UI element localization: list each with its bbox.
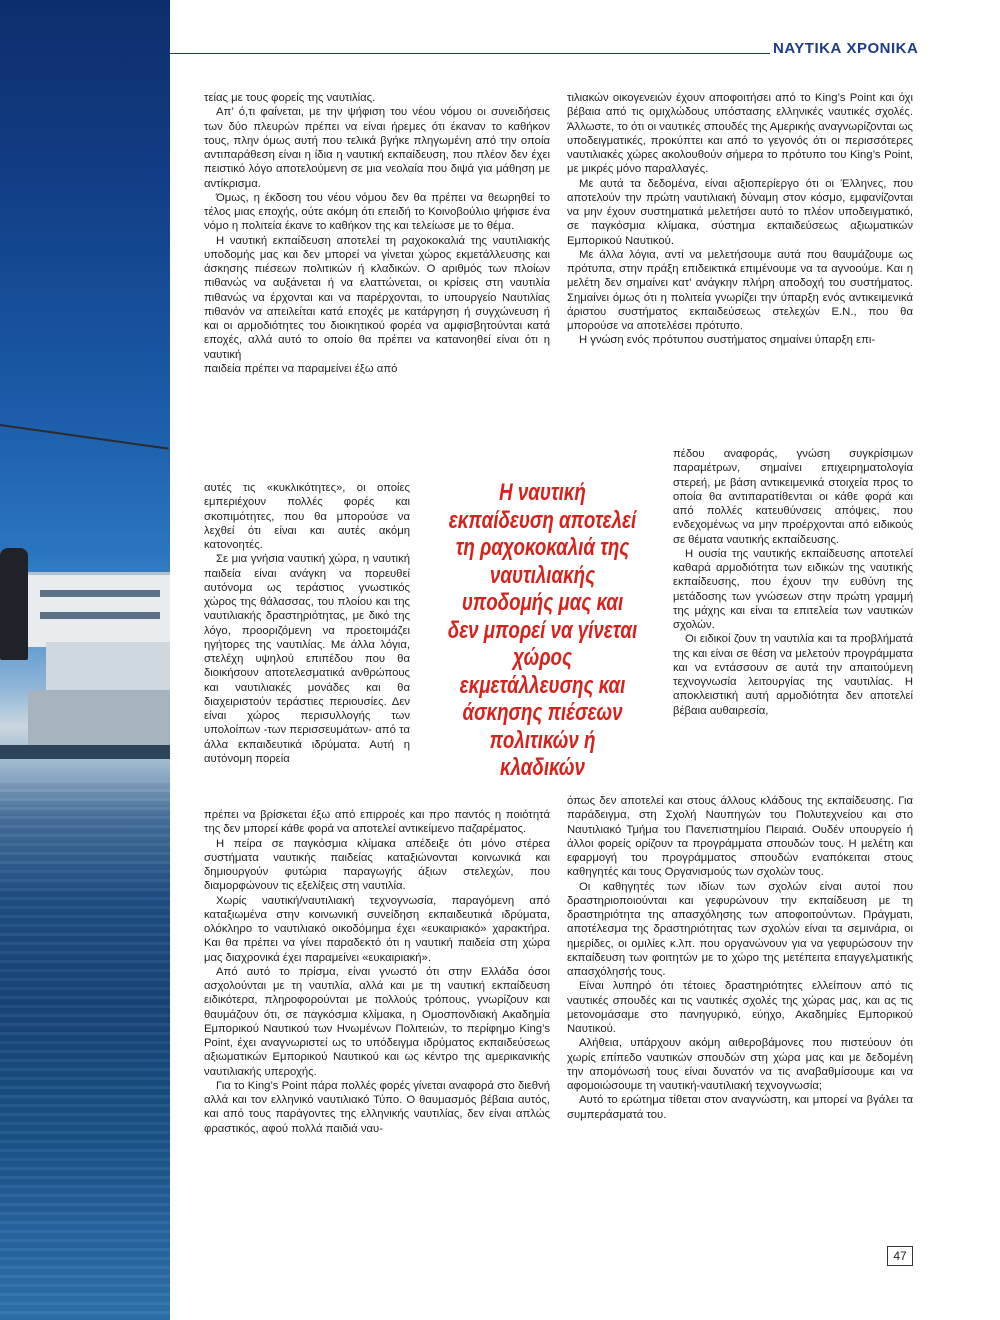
left-column-lower: [204, 808, 550, 1136]
paragraph: Με άλλα λόγια, αντί να μελετήσουμε αυτά που θαυμάζουμε ως πρότυπα, στην πράξη επιδεικτικά επιμένουμε να τα αγνοούμε. Και η μελέτη δεν σημαίνει κατ’ ανάγκην πλήρη αποδοχή του συστήματος. Σημαίνει όμως ότι η πολιτεία γνωρίζει την ύπαρξη ενός αντικειμενικά άριστου συστήματος εκπαιδεύσεως στελεχών Ε.Ν., που θα μπορούσε να αποτελέσει πρότυπο.: [567, 248, 913, 332]
paragraph: Για το King’s Point πάρα πολλές φορές γίνεται αναφορά στο διεθνή αλλά και τον ελληνικό ναυτιλιακό Τύπο. Ο θαυμασμός βέβαια αυτός, και από τους παράγοντες της ελληνικής ναυτιλίας, δεν είναι απλώς φραστικός, αφού πολλά παιδιά ναυ-: [204, 1079, 550, 1135]
paragraph: Η πείρα σε παγκόσμια κλίμακα απέδειξε ότι μόνο στέρεα συστήματα ναυτικής παιδείας καταξιώνονται κοινωνικά και δημιουργούν φυτώρια παραγωγής άξιων στελεχών, που διαμορφώνουν τις εξελίξεις στη ναυτιλία.: [204, 837, 550, 893]
photo-dock: [28, 690, 170, 748]
paragraph: Απ’ ό,τι φαίνεται, με την ψήφιση του νέου νόμου οι συνειδήσεις των δύο πλευρών πρέπει να είναι ήρεμες ότι έκαναν το καθήκον τους, πλην όμως αυτή που τελικά βγήκε πληγωμένη από την οποία αντιπαράθεση είναι η ίδια η ναυτική εκπαίδευση, που πλέον δεν έχει πειστικό λόγο αποτελούμενη σε μια νεολαία που διψά για μάθηση με αντίκρισμα.: [204, 106, 550, 190]
paragraph: τείας με τους φορείς της ναυτιλίας.: [204, 92, 376, 104]
paragraph: Είναι λυπηρό ότι τέτοιες δραστηριότητες ελλείπουν από τις ναυτικές σπουδές και τις ναυτικές σχολές της χώρας μας, και ας τις μετονομάσαμε στο πανηγυρικό, εύηχο, Ακαδημίες Εμπορικού Ναυτικού.: [567, 980, 913, 1035]
paragraph: Η ουσία της ναυτικής εκπαίδευσης αποτελεί καθαρά αρμοδιότητα των ειδικών της ναυτικής εκπαίδευσης, που έχουν την ευθύνη της μετάδοσης των γνώσεων στην πρώτη γραμμή της μάχης και είναι τα επιτελεία των ναυτικών σχολών.: [673, 547, 913, 631]
left-wrap-column: [204, 481, 410, 766]
right-wrap-column: [673, 447, 913, 718]
photo-window-band: [40, 590, 160, 597]
paragraph: Η γνώση ενός πρότυπου συστήματος σημαίνει ύπαρξη επι-: [579, 334, 876, 347]
paragraph: Χωρίς ναυτική/ναυτιλιακή τεχνογνωσία, παραγόμενη από καταξιωμένα στην κοινωνική συνείδηση εκπαιδευτικά ιδρύματα, ολόκληρο το ναυτιλιακό οικοδόμημα έχει «ευκαιριακό» χαρακτήρα. Και θα πρέπει να γίνει παραδεκτό ότι η ναυτική παιδεία στη χώρα μας διαχρονικά έχει παραμείνει «ευκαιριακή».: [204, 894, 550, 964]
paragraph: Οι ειδικοί ζουν τη ναυτιλία και τα προβλήματά της και είναι σε θέση να μελετούν προγράμματα και να εντάσσουν σε αυτά την απαιτούμενη τεχνογνωσία λειτουργίας της ναυτιλίας. Η αποκλειστική αυτή αρμοδιότητα δεν αποτελεί βέβαια αυθαιρεσία,: [673, 633, 913, 717]
photo-shoreline: [0, 745, 170, 759]
header-rule: [170, 53, 770, 54]
paragraph-line: παιδεία πρέπει να παραμείνει έξω από: [204, 362, 398, 375]
page-number: 47: [887, 1246, 913, 1266]
left-column: [204, 91, 550, 376]
paragraph: Αλήθεια, υπάρχουν ακόμη αιθεροβάμονες που πιστεύουν ότι χωρίς επίπεδο ναυτικών σπουδών στη χώρα μας και με δεδομένη την απομόνωσή τους είναι δυνατόν να τις αναβαθμίσουμε και να αφομοιώσουμε τη ναυτική-ναυτιλιακή τεχνογνωσία;: [567, 1037, 913, 1092]
paragraph: Με αυτά τα δεδομένα, είναι αξιοπερίεργο ότι οι Έλληνες, που αποτελούν την πρώτη ναυτιλιακή δύναμη στον κόσμο, εμφανίζονται να μην έχουν συστηματικά μελετήσει αυτό το πλέον υποδειγματικό, σε παγκόσμια κλίμακα, σύστημα εκπαιδεύσεως αξιωματικών Εμπορικού Ναυτικού.: [567, 177, 913, 247]
paragraph: Όμως, η έκδοση του νέου νόμου δεν θα πρέπει να θεωρηθεί το τέλος μιας εποχής, ούτε ακόμη ότι επειδή το Κοινοβούλιο ψήφισε ένα νόμο η πολιτεία έκανε το καθήκον της και τελείωσε με το θέμα.: [204, 191, 550, 233]
photo-rope: [0, 424, 168, 450]
right-column-lower: [567, 794, 913, 1122]
photo-building: [26, 572, 170, 647]
masthead: ΝΑΥΤΙΚΑ ΧΡΟΝΙΚΑ: [773, 40, 919, 57]
photo-window-band: [40, 612, 160, 619]
harbor-photo: [0, 0, 170, 1320]
photo-building-lower: [46, 642, 170, 690]
paragraph: Σε μια γνήσια ναυτική χώρα, η ναυτική παιδεία είναι ανάγκη να πορευθεί αυτόνομα ως τεράστιος γνωστικός χώρος της θάλασσας, του πλοίου και της ναυτιλιακής δραστηριότητας, με δικό της λόγο, προοριζόμενη να προετοιμάζει ηγήτορες της ναυτιλίας. Με άλλα λόγια, στελέχη υψηλού επιπέδου που θα διοικήσουν αποτελεσματικά ανθρώπους και ναυτιλιακές μονάδες και θα διαχειριστούν τεράστιες περιουσίες. Δεν είναι χώρος περισυλλογής των υπολοίπων -των περισσευμάτων- από τα άλλα εκπαιδευτικά ιδρύματα. Αυτή η αυτόνομη πορεία: [204, 553, 410, 765]
right-column: [567, 91, 913, 348]
paragraph: πέδου αναφοράς, γνώση συγκρίσιμων παραμέτρων, σημαίνει επιχειρηματολογία στερεή, με βάση αντικειμενικά στοιχεία προς το οποία θα αντιπαρατίθενται οι κάθε φορά και από πολλές κατευθύνσεις απόψεις, που ενδεχομένως να μην προέρχονται από ειδικούς σε θέματα ναυτικής εκπαίδευσης.: [673, 448, 913, 546]
paragraph: Από αυτό το πρίσμα, είναι γνωστό ότι στην Ελλάδα όσοι ασχολούνται με τη ναυτιλία, αλλά και με τη ναυτική εκπαίδευση ειδικότερα, πληροφορούνται με πολλούς τρόπους, γνωρίζουν και θαυμάζουν ότι, σε παγκόσμια κλίμακα, η Ομοσπονδιακή Ακαδημία Εμπορικού Ναυτικού των Ηνωμένων Πολιτειών, το περίφημο King’s Point, έχει αναγνωριστεί ως το υπόδειγμα ιδρύματος εκπαιδεύσεως αξιωματικών Εμπορικού Ναυτικού και ως κέντρο της αμερικανικής ναυτιλιακής υπεροχής.: [204, 965, 550, 1078]
paragraph: Η ναυτική εκπαίδευση αποτελεί τη ραχοκοκαλιά της ναυτιλιακής υποδομής μας και δεν μπορεί να γίνεται χώρος εκμετάλλευσης και άσκησης πιέσεων πολιτικών ή κλαδικών. Ο αριθμός των πλοίων πιθανώς να αυξάνεται ή να ελαττώνεται, οι κρίσεις στη ναυτιλία πιθανώς να έρχονται και να παρέρχονται, το υπουργείο Ναυτιλίας πιθανόν να απειλείται κατά εποχές με κατάργηση ή συγχώνευση ή και οι αρμοδιότητες του διοικητικού φορέα να αμφισβητούνται κατά εποχές, αλλά αυτό το οποίο θα πρέπει να κατανοηθεί είναι ότι η ναυτική: [204, 234, 550, 361]
paragraph: Αυτό το ερώτημα τίθεται στον αναγνώστη, και μπορεί να βγάλει τα συμπεράσματά του.: [567, 1094, 913, 1121]
paragraph: πρέπει να βρίσκεται έξω από επιρροές και προ παντός η ποιότητά της δεν μπορεί κάθε φορά να αποτελεί αντικείμενο παζαρέματος.: [204, 809, 550, 836]
photo-person: [0, 548, 28, 660]
paragraph: Οι καθηγητές των ιδίων των σχολών είναι αυτοί που δραστηριοποιούνται και γεφυρώνουν την εκπαίδευση με τη δραστηριότητα της απασχόλησης των αποφοιτούντων. Πράγματι, αποτέλεσμα της δραστηριότητας των σχολών είναι τα σεμινάρια, οι ημερίδες, οι ομιλίες κ.λπ. που οργανώνουν για να γεφυρώσουν την εκπαίδευση των φοιτητών με το χώρο της μετέπειτα επαγγελματικής απασχόλησής τους.: [567, 880, 913, 978]
paragraph: όπως δεν αποτελεί και στους άλλους κλάδους της εκπαίδευσης. Για παράδειγμα, στη Σχολή Ναυπηγών του Πολυτεχνείου και στο Ναυτιλιακό Τμήμα του Πανεπιστημίου Πειραιά. Ουδέν υπουργείο ή άλλοι φορείς ορίζουν τα προγράμματα σπουδών τους. Η μελέτη και εφαρμογή του προγράμματος σπουδών εναπόκειται στους καθηγητές και τους Οργανισμούς των σχολών τους.: [567, 795, 913, 879]
paragraph: αυτές τις «κυκλικότητες», οι οποίες εμπεριέχουν πολλές φορές και σκοπιμότητες, που θα μπορούσε να λεχθεί ότι είναι και αυτές ακόμη κατονοητές.: [204, 482, 410, 551]
paragraph: τιλιακών οικογενειών έχουν αποφοιτήσει από το King’s Point και όχι βέβαια από τις ομιχλώδους υπόστασης ελληνικές ναυτικές σχολές. Άλλωστε, το ότι οι ναυτικές σπουδές της Αμερικής αναγνωρίζονται ως υποδειγματικές, προκύπτει και από το γεγονός ότι οι περισσότερες ναυτιλιακές χώρες ακολουθούν σήμερα το πρότυπο του King’s Point, με μικρές μόνο παραλλαγές.: [567, 92, 913, 176]
pull-quote: Η ναυτική εκπαίδευση αποτελεί τη ραχοκοκαλιά της ναυτιλιακής υποδομής μας και δεν μπορεί να γίνεται χώρος εκμετάλλευσης και άσκησης πιέσεων πολιτικών ή κλαδικών: [447, 479, 638, 781]
photo-water-reflection: [0, 780, 170, 1320]
